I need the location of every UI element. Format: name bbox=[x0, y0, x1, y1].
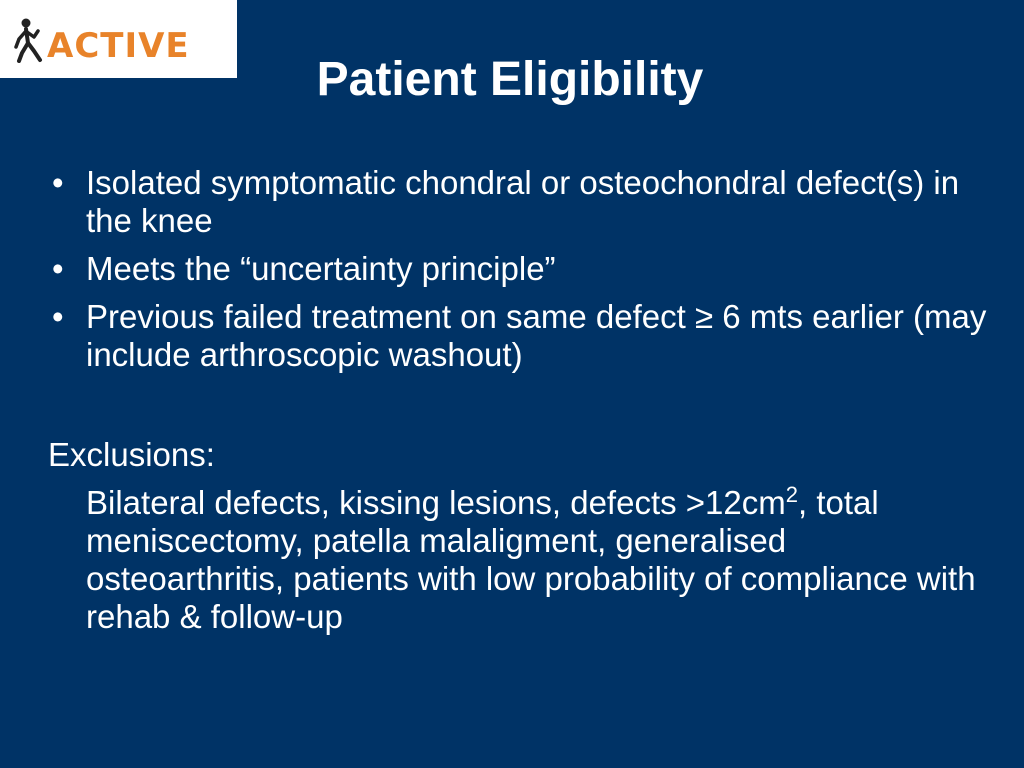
list-item bbox=[48, 250, 988, 288]
exclusions-text bbox=[48, 484, 988, 636]
bullet-icon: • bbox=[52, 164, 64, 201]
bullet-text: Meets the “uncertainty principle” bbox=[86, 250, 556, 287]
runner-icon bbox=[14, 17, 48, 63]
slide-title: Patient Eligibility bbox=[316, 53, 704, 106]
list-item bbox=[48, 298, 988, 374]
logo bbox=[0, 0, 237, 78]
bullet-icon: • bbox=[52, 298, 64, 335]
slide-body bbox=[48, 164, 988, 636]
bullet-text: Isolated symptomatic chondral or osteochondral defect(s) in the knee bbox=[86, 164, 960, 239]
superscript: 2 bbox=[785, 482, 799, 507]
logo-text: ACTIVE bbox=[47, 26, 190, 66]
eligibility-list bbox=[48, 164, 988, 374]
exclusions-text-end: , total meniscectomy, patella malaligment, generalised osteoarthritis, patients with low probability of compliance with rehab & follow-up bbox=[86, 484, 976, 635]
bullet-text: Previous failed treatment on same defect ≥ 6 mts earlier (may include arthroscopic washout) bbox=[86, 298, 987, 373]
list-item bbox=[48, 164, 988, 240]
exclusions-text-start: Bilateral defects, kissing lesions, defects >12cm bbox=[86, 484, 786, 521]
exclusions-heading: Exclusions: bbox=[48, 436, 215, 473]
bullet-icon: • bbox=[52, 250, 64, 287]
